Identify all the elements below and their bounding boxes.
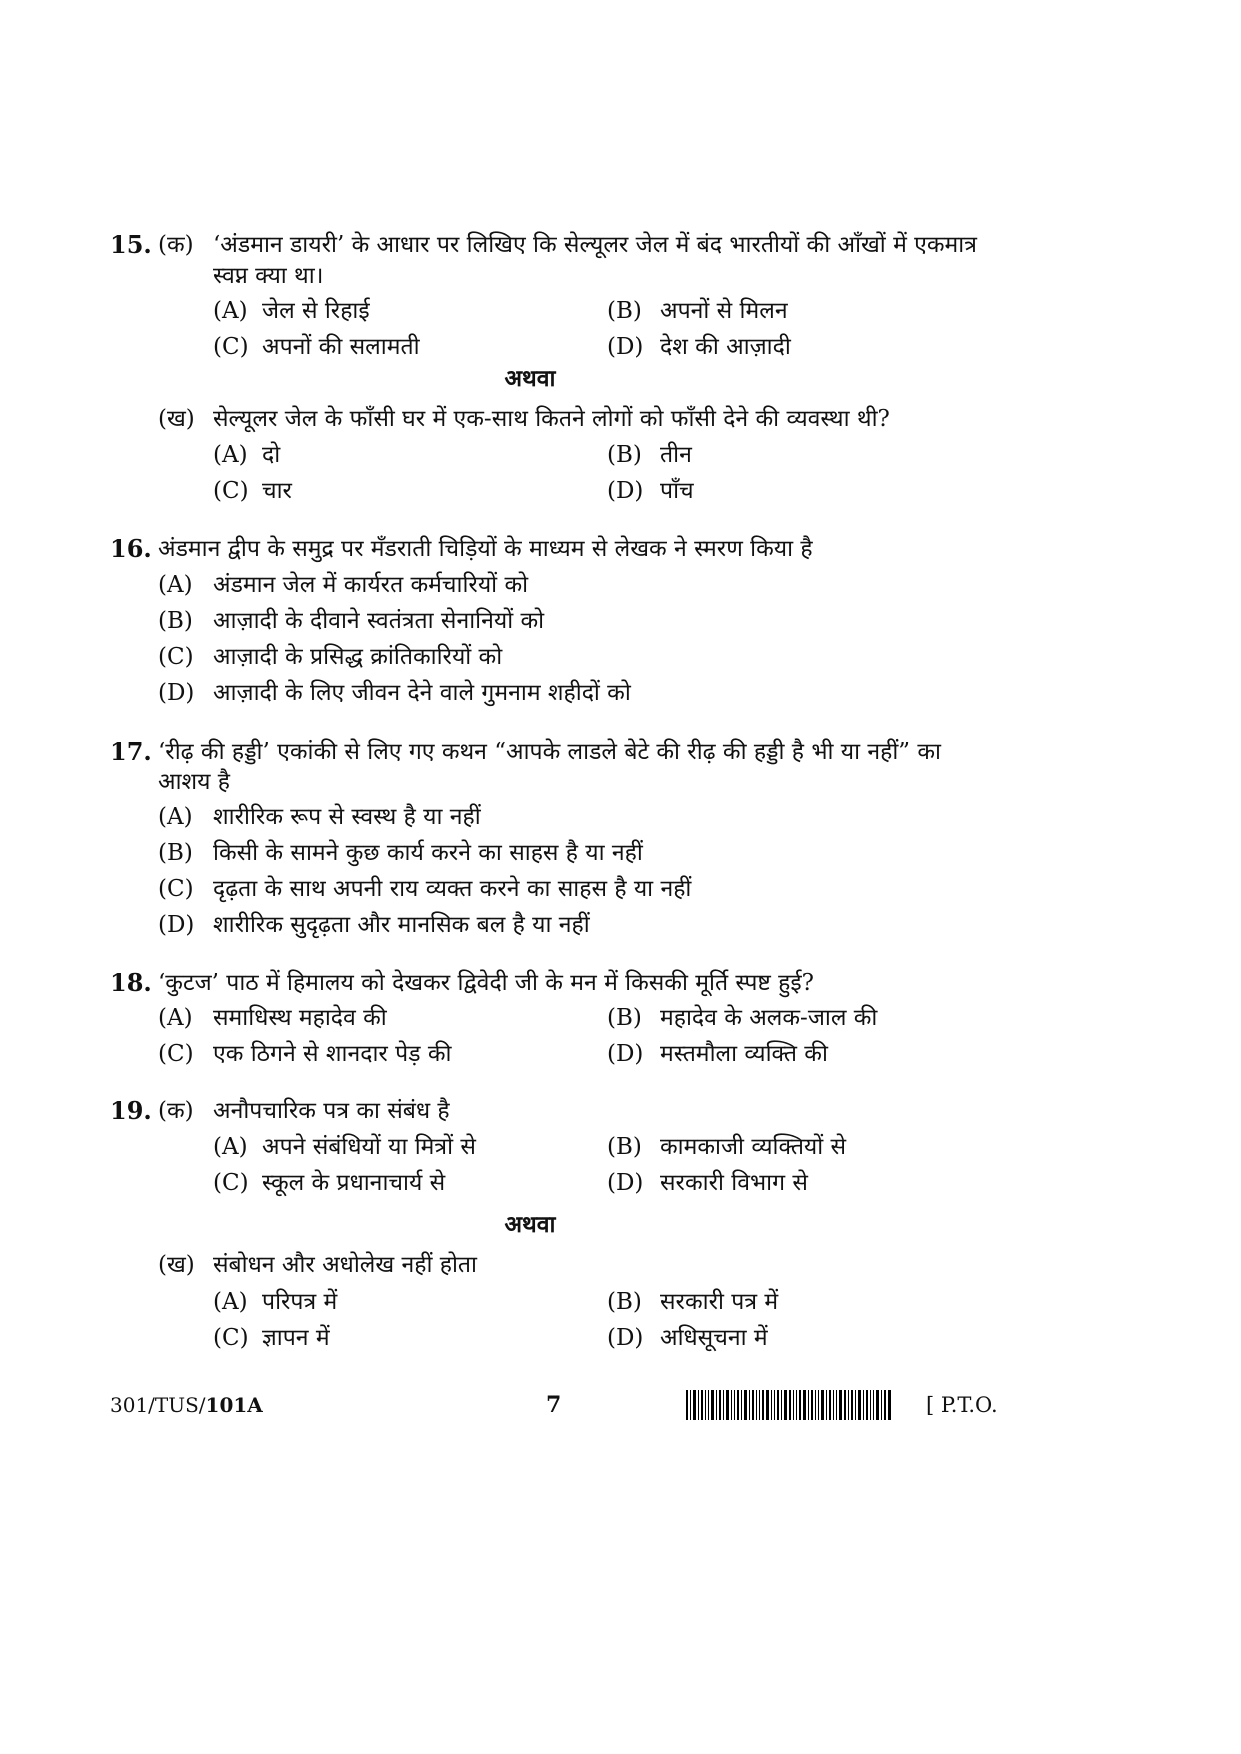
option-label: (D): [158, 912, 195, 938]
option-label: (B): [607, 442, 642, 468]
option-text: अपने संबंधियों या मित्रों से: [262, 1134, 476, 1160]
paper-code: [110, 1390, 263, 1420]
option-label: (C): [158, 1041, 194, 1067]
option-text: महादेव के अलक-जाल की: [660, 1005, 878, 1031]
option-text: अपनों की सलामती: [262, 334, 420, 360]
option-label: (B): [607, 1005, 642, 1031]
option-text: आज़ादी के लिए जीवन देने वाले गुमनाम शहीदों को: [213, 680, 631, 706]
option-label: (C): [213, 1170, 249, 1196]
option-label: (D): [607, 1041, 644, 1067]
option-label: (D): [607, 1325, 644, 1351]
question-text: अंडमान द्वीप के समुद्र पर मँडराती चिड़ियों के माध्यम से लेखक ने स्मरण किया है: [158, 536, 813, 562]
option-label: (A): [213, 298, 248, 324]
question-text: ‘अंडमान डायरी’ के आधार पर लिखिए कि सेल्यूलर जेल में बंद भारतीयों की आँखों में एकमात्र: [213, 232, 977, 258]
option-text: अंडमान जेल में कार्यरत कर्मचारियों को: [213, 572, 529, 598]
option-label: (B): [607, 298, 642, 324]
option-label: (D): [607, 334, 644, 360]
option-text: अपनों से मिलन: [660, 298, 788, 324]
option-text: जेल से रिहाई: [262, 298, 370, 324]
option-label: (B): [158, 840, 193, 866]
option-text: आज़ादी के प्रसिद्ध क्रांतिकारियों को: [213, 644, 503, 670]
part-label: (क): [158, 1098, 194, 1124]
option-text: शारीरिक रूप से स्वस्थ है या नहीं: [213, 804, 481, 830]
part-label: (क): [158, 232, 194, 258]
option-label: (A): [213, 442, 248, 468]
question-number: 19.: [110, 1096, 152, 1125]
option-label: (A): [158, 804, 193, 830]
option-text: शारीरिक सुदृढ़ता और मानसिक बल है या नहीं: [213, 912, 590, 938]
question-text: सेल्यूलर जेल के फाँसी घर में एक-साथ कितने लोगों को फाँसी देने की व्यवस्था थी?: [213, 406, 890, 432]
or-separator: अथवा: [504, 365, 556, 392]
option-text: परिपत्र में: [262, 1289, 338, 1315]
pto-label: [ P.T.O.: [926, 1393, 998, 1417]
option-text: आज़ादी के दीवाने स्वतंत्रता सेनानियों को: [213, 608, 545, 634]
question-text: स्वप्न क्या था।: [213, 263, 324, 289]
option-label: (D): [607, 1170, 644, 1196]
option-text: स्कूल के प्रधानाचार्य से: [262, 1170, 446, 1196]
option-label: (A): [158, 572, 193, 598]
option-label: (B): [607, 1289, 642, 1315]
option-label: (D): [607, 478, 644, 504]
option-text: पाँच: [660, 478, 694, 504]
option-text: कामकाजी व्यक्तियों से: [660, 1134, 847, 1160]
question-number: 18.: [110, 968, 152, 997]
question-text: संबोधन और अधोलेख नहीं होता: [213, 1252, 477, 1278]
paper-code-prefix: 301/TUS/: [110, 1393, 206, 1417]
option-label: (C): [158, 876, 194, 902]
option-label: (D): [158, 680, 195, 706]
option-label: (C): [158, 644, 194, 670]
barcode-image: [686, 1390, 893, 1420]
option-text: अधिसूचना में: [660, 1325, 768, 1351]
option-label: (A): [213, 1289, 248, 1315]
option-label: (A): [158, 1005, 193, 1031]
option-text: ज्ञापन में: [262, 1325, 330, 1351]
question-number: 15.: [110, 230, 152, 259]
option-label: (B): [158, 608, 193, 634]
part-label: (ख): [158, 1252, 195, 1278]
option-text: देश की आज़ादी: [660, 334, 791, 360]
option-text: एक ठिगने से शानदार पेड़ की: [213, 1041, 452, 1067]
option-text: दो: [262, 442, 281, 468]
option-label: (B): [607, 1134, 642, 1160]
question-text: अनौपचारिक पत्र का संबंध है: [213, 1098, 450, 1124]
question-number: 16.: [110, 534, 152, 563]
option-text: मस्तमौला व्यक्ति की: [660, 1041, 828, 1067]
option-text: सरकारी विभाग से: [660, 1170, 808, 1196]
page-number: 7: [546, 1392, 562, 1418]
part-label: (ख): [158, 406, 195, 432]
question-text: ‘रीढ़ की हड्डी’ एकांकी से लिए गए कथन “आपके लाडले बेटे की रीढ़ की हड्डी है भी या नहीं” का: [158, 739, 941, 765]
question-number: 17.: [110, 737, 152, 766]
option-text: सरकारी पत्र में: [660, 1289, 779, 1315]
option-text: तीन: [660, 442, 692, 468]
option-text: समाधिस्थ महादेव की: [213, 1005, 387, 1031]
option-label: (C): [213, 334, 249, 360]
option-label: (C): [213, 1325, 249, 1351]
paper-code-bold: 101A: [205, 1393, 263, 1417]
or-separator: अथवा: [504, 1211, 556, 1238]
option-text: चार: [262, 478, 292, 504]
option-label: (C): [213, 478, 249, 504]
option-text: किसी के सामने कुछ कार्य करने का साहस है या नहीं: [213, 840, 643, 866]
option-label: (A): [213, 1134, 248, 1160]
question-text: ‘कुटज’ पाठ में हिमालय को देखकर द्विवेदी जी के मन में किसकी मूर्ति स्पष्ट हुई?: [158, 970, 814, 996]
question-text: आशय है: [158, 769, 231, 795]
option-text: दृढ़ता के साथ अपनी राय व्यक्त करने का साहस है या नहीं: [213, 876, 692, 902]
